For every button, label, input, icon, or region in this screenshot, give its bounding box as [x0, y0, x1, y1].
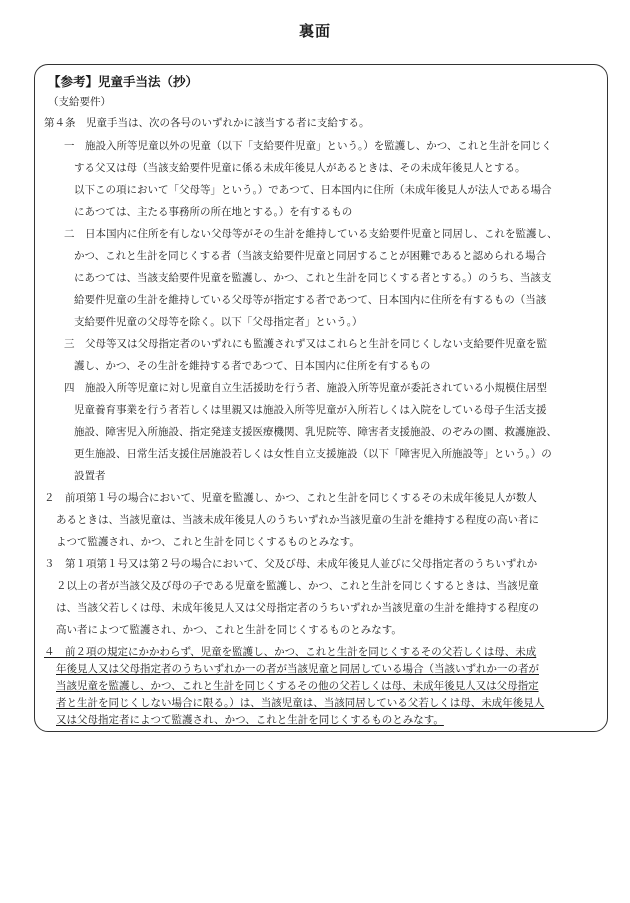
paragraph-4-line: 当該児童を監護し、かつ、これと生計を同じくするその他の父若しくは母、未成年後見人又は父母指定: [56, 680, 539, 692]
paragraph-4-line: 年後見人又は父母指定者のうちいずれか一の者が当該児童と同居している場合（当該いずれか一の者が: [56, 663, 539, 675]
item-2-line: 支給要件児童の父母等を除く。以下「父母指定者」という。）: [74, 316, 363, 328]
item-3-line: 護し、かつ、その生計を維持する者であつて、日本国内に住所を有するもの: [74, 360, 431, 372]
item-4-line: 四 施設入所等児童に対し児童自立生活援助を行う者、施設入所等児童が委託されている小規模住居型: [64, 382, 547, 394]
item-1-line: 一 施設入所等児童以外の児童（以下「支給要件児童」という。）を監護し、かつ、これと生計を同じく: [64, 140, 552, 152]
reference-box-title: 【参考】児童手当法（抄）: [48, 74, 199, 89]
paragraph-2-line: あるときは、当該児童は、当該未成年後見人のうちいずれか当該児童の生計を維持する程度の高い者に: [56, 514, 539, 526]
paragraph-4-line: ４ 前２項の規定にかかわらず、児童を監護し、かつ、これと生計を同じくするその父若しくは母、未成: [44, 646, 537, 658]
item-2-line: かつ、これと生計を同じくする者（当該支給要件児童と同居することが困難であると認められる場合: [74, 250, 547, 262]
section-heading: （支給要件）: [48, 96, 111, 108]
item-4-line: 設置者: [74, 470, 106, 482]
item-2-line: 二 日本国内に住所を有しない父母等がその生計を維持している支給要件児童と同居し、これを監護し、: [64, 228, 558, 240]
item-1-line: 以下この項において「父母等」という。）であつて、日本国内に住所（未成年後見人が法人である場合: [74, 184, 552, 196]
item-4-line: 更生施設、日常生活支援住居施設若しくは女性自立支援施設（以下「障害児入所施設等」という。）の: [74, 448, 552, 460]
paragraph-4-line: 者と生計を同じくしない場合に限る。）は、当該児童は、当該同居している父若しくは母、未成年後見人: [56, 697, 545, 709]
paragraph-3-line: ３ 第１項第１号又は第２号の場合において、父及び母、未成年後見人並びに父母指定者のうちいずれか: [44, 558, 538, 570]
paragraph-3-line: ２以上の者が当該父及び母の子である児童を監護し、かつ、これと生計を同じくするときは、当該児童: [56, 580, 539, 592]
item-3-line: 三 父母等又は父母指定者のいずれにも監護されず又はこれらと生計を同じくしない支給要件児童を監: [64, 338, 547, 350]
item-4-line: 児童養育事業を行う者若しくは里親又は施設入所等児童が入所若しくは入院をしている母子生活支援: [74, 404, 547, 416]
article-4-header: 第４条 児童手当は、次の各号のいずれかに該当する者に支給する。: [44, 117, 370, 129]
paragraph-2-line: よつて監護され、かつ、これと生計を同じくするものとみなす。: [56, 536, 360, 548]
item-1-line: する父又は母（当該支給要件児童に係る未成年後見人があるときは、その未成年後見人とする。: [74, 162, 526, 174]
item-2-line: にあつては、当該支給要件児童を監護し、かつ、これと生計を同じくする者とする。）のうち、当該支: [74, 272, 552, 284]
paragraph-4-line: 又は父母指定者によつて監護され、かつ、これと生計を同じくするものとみなす。: [56, 714, 444, 726]
paragraph-2-line: ２ 前項第１号の場合において、児童を監護し、かつ、これと生計を同じくするその未成年後見人が数人: [44, 492, 537, 504]
item-2-line: 給要件児童の生計を維持している父母等が指定する者であつて、日本国内に住所を有するもの（当該: [74, 294, 547, 306]
paragraph-3-line: 高い者によつて監護され、かつ、これと生計を同じくするものとみなす。: [56, 624, 402, 636]
item-1-line: にあつては、主たる事務所の所在地とする。）を有するもの: [74, 206, 353, 218]
item-4-line: 施設、障害児入所施設、指定発達支援医療機関、乳児院等、障害者支援施設、のぞみの園、救護施設、: [74, 426, 557, 438]
page-title: 裏面: [298, 22, 331, 40]
paragraph-3-line: は、当該父若しくは母、未成年後見人又は父母指定者のうちいずれか当該児童の生計を維持する程度の: [56, 602, 539, 614]
